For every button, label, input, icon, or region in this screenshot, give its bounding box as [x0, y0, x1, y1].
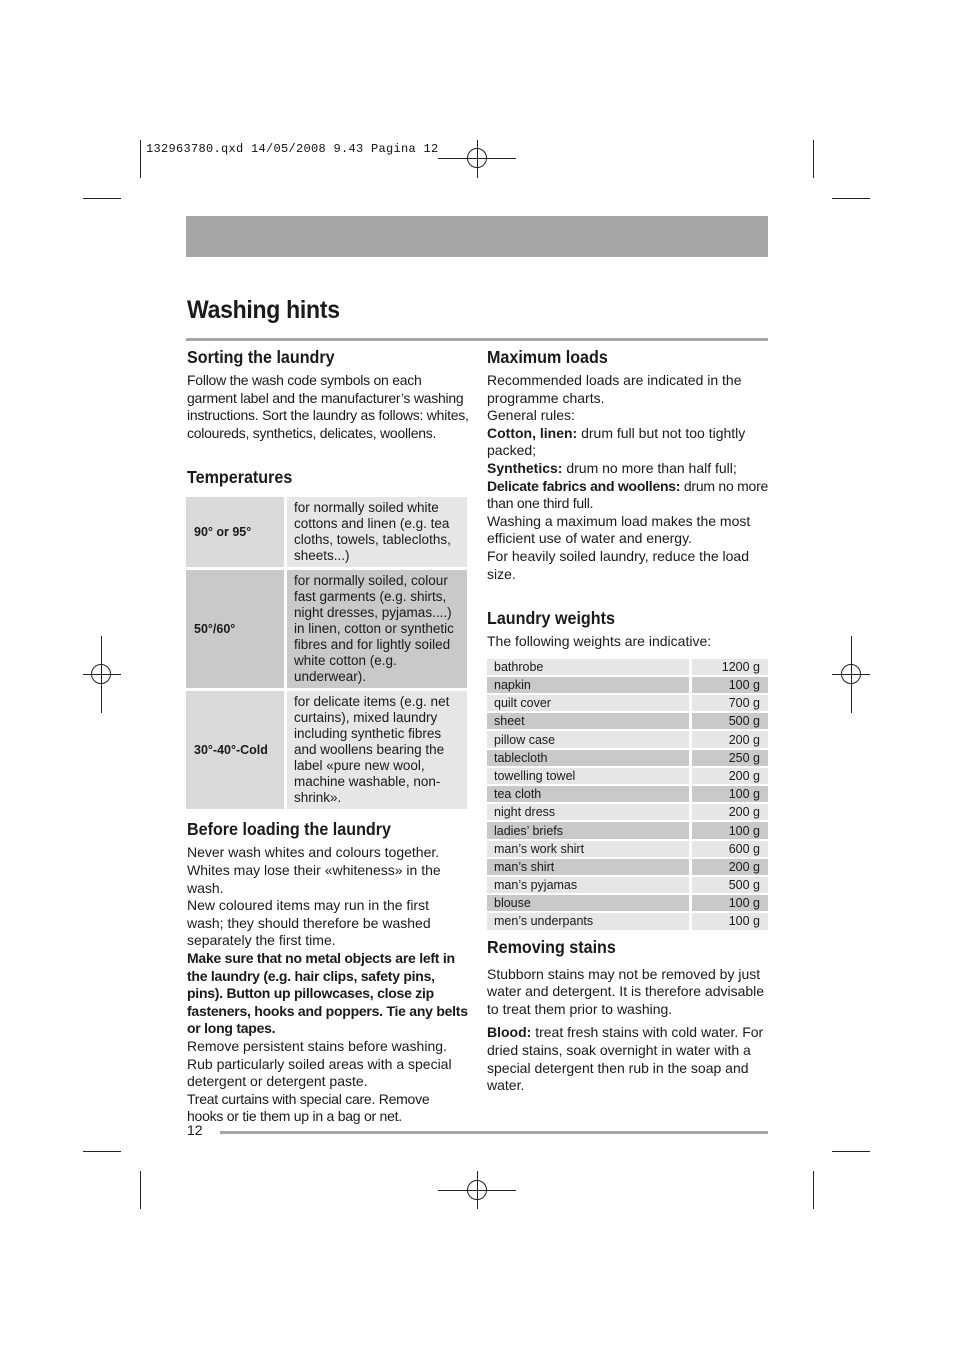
- crop-mark: [832, 1151, 870, 1152]
- weight-row: [487, 768, 768, 784]
- before-loading-paragraph: Treat curtains with special care. Remove hooks or tie them up in a bag or net.: [187, 1090, 430, 1125]
- weight-row: [487, 750, 768, 766]
- weight-value: 200 g: [692, 768, 768, 784]
- crop-mark: [813, 140, 814, 178]
- weight-item: napkin: [487, 677, 692, 693]
- max-loads-paragraph: General rules:: [487, 407, 575, 424]
- rule-label: Cotton, linen:: [487, 424, 578, 441]
- stain-text: treat fresh stains with cold water. For dried stains, soak overnight in water with a special detergent then rub in the soap and water.: [487, 1024, 764, 1094]
- rule-text: drum no more than one third full.: [487, 477, 769, 512]
- sorting-heading: Sorting the laundry: [187, 347, 335, 367]
- weight-item: pillow case: [487, 731, 692, 747]
- weight-row: [487, 895, 768, 911]
- weight-value: 700 g: [692, 695, 768, 711]
- page-number: 12: [187, 1122, 203, 1138]
- max-loads-rule-cotton: [487, 425, 769, 460]
- weight-row: [487, 731, 768, 747]
- max-loads-paragraph: Recommended loads are indicated in the programme charts.: [487, 372, 742, 406]
- crop-mark: [140, 1171, 141, 1209]
- sorting-body: Follow the wash code symbols on each garment label and the manufacturer’s washing instructions. Sort the laundry as follows: whites, coloureds, synthetics, delicates, woollens.: [187, 372, 469, 441]
- weight-item: quilt cover: [487, 695, 692, 711]
- before-loading-paragraph: Never wash whites and colours together. Whites may lose their «whiteness» in the wash.: [187, 844, 441, 896]
- weight-item: sheet: [487, 713, 692, 729]
- weight-row: [487, 804, 768, 820]
- stains-heading: Removing stains: [487, 936, 616, 957]
- weights-table: [487, 657, 768, 932]
- weight-value: 100 g: [692, 786, 768, 802]
- temperature-row: [186, 570, 467, 688]
- max-loads-paragraph: Washing a maximum load makes the most efficient use of water and energy.: [487, 512, 751, 547]
- max-loads-paragraph: For heavily soiled laundry, reduce the load size.: [487, 547, 750, 582]
- stain-label: Blood:: [487, 1024, 532, 1041]
- weight-value: 100 g: [692, 677, 768, 693]
- header-band: [186, 216, 768, 257]
- weights-intro: The following weights are indicative:: [487, 633, 712, 650]
- weight-value: 600 g: [692, 841, 768, 857]
- max-loads-rule-synthetics: [487, 460, 769, 478]
- weights-heading: Laundry weights: [487, 608, 615, 629]
- before-loading-heading: Before loading the laundry: [187, 819, 391, 840]
- weight-value: 100 g: [692, 913, 768, 929]
- before-loading-paragraph: Rub particularly soiled areas with a special detergent or detergent paste.: [187, 1055, 452, 1090]
- weight-item: tablecloth: [487, 750, 692, 766]
- stains-paragraph: Stubborn stains may not be removed by just water and detergent. It is therefore advisable to treat them prior to washing.: [487, 965, 765, 1017]
- weight-row: [487, 695, 768, 711]
- temperature-label: 50°/60°: [186, 570, 287, 688]
- weight-item: blouse: [487, 895, 692, 911]
- stains-blood: [487, 1024, 769, 1094]
- weight-item: tea cloth: [487, 786, 692, 802]
- weight-value: 1200 g: [692, 659, 768, 675]
- weight-item: towelling towel: [487, 768, 692, 784]
- weight-row: [487, 841, 768, 857]
- weight-value: 200 g: [692, 804, 768, 820]
- footer-rule: [220, 1131, 768, 1134]
- weight-item: bathrobe: [487, 659, 692, 675]
- weight-value: 500 g: [692, 877, 768, 893]
- weight-item: ladies’ briefs: [487, 822, 692, 838]
- right-column: [487, 346, 769, 1095]
- page-title: Washing hints: [187, 296, 340, 324]
- weight-item: man’s pyjamas: [487, 877, 692, 893]
- weight-row: [487, 677, 768, 693]
- rule-label: Delicate fabrics and woollens:: [487, 477, 681, 494]
- title-rule: [186, 338, 768, 341]
- weight-row: [487, 713, 768, 729]
- left-column: [187, 346, 469, 1126]
- weight-value: 500 g: [692, 713, 768, 729]
- before-loading-paragraph: Remove persistent stains before washing.: [187, 1037, 447, 1054]
- weight-row: [487, 859, 768, 875]
- weight-value: 250 g: [692, 750, 768, 766]
- rule-text: drum full but not too tightly packed;: [487, 424, 746, 459]
- crop-mark: [832, 198, 870, 199]
- max-loads-heading: Maximum loads: [487, 347, 608, 367]
- weight-row: [487, 822, 768, 838]
- temperature-label: 90° or 95°: [186, 497, 287, 567]
- temperature-description: for normally soiled, colour fast garments (e.g. shirts, night dresses, pyjamas....) in linen, cotton or synthetic fibres and for lightly soiled white cotton (e.g. underwear).: [287, 570, 467, 688]
- temperature-description: for delicate items (e.g. net curtains), mixed laundry including synthetic fibres and woollens bearing the label «pure new wool, machine washable, non-shrink».: [287, 691, 467, 809]
- temperature-label: 30°-40°-Cold: [186, 691, 287, 809]
- before-loading-paragraph: New coloured items may run in the first wash; they should therefore be washed separately the first time.: [187, 897, 431, 949]
- crop-mark: [83, 1151, 121, 1152]
- weight-value: 100 g: [692, 822, 768, 838]
- temperature-row: [186, 497, 467, 567]
- crop-mark: [813, 1171, 814, 1209]
- crop-mark: [83, 198, 121, 199]
- weight-row: [487, 786, 768, 802]
- weight-value: 100 g: [692, 895, 768, 911]
- crop-mark: [140, 140, 141, 178]
- temperatures-table: [186, 494, 467, 812]
- temperature-row: [186, 691, 467, 809]
- weight-item: man’s work shirt: [487, 841, 692, 857]
- before-loading-warning: Make sure that no metal objects are left in the laundry (e.g. hair clips, safety pins, pins). Button up pillowcases, close zip fasteners, hooks and poppers. Tie any belts or long tapes.: [187, 949, 468, 1037]
- max-loads-rule-delicate: [487, 478, 769, 513]
- weight-item: night dress: [487, 804, 692, 820]
- rule-text: drum no more than half full;: [562, 459, 737, 476]
- print-slug: 132963780.qxd 14/05/2008 9.43 Pagina 12: [146, 142, 439, 156]
- weight-item: man’s shirt: [487, 859, 692, 875]
- weight-value: 200 g: [692, 859, 768, 875]
- weight-row: [487, 659, 768, 675]
- weight-value: 200 g: [692, 731, 768, 747]
- weight-item: men’s underpants: [487, 913, 692, 929]
- weight-row: [487, 913, 768, 929]
- rule-label: Synthetics:: [487, 459, 563, 476]
- weight-row: [487, 877, 768, 893]
- temperature-description: for normally soiled white cottons and linen (e.g. tea cloths, towels, tablecloths, sheets...): [287, 497, 467, 567]
- temperatures-heading: Temperatures: [187, 467, 293, 488]
